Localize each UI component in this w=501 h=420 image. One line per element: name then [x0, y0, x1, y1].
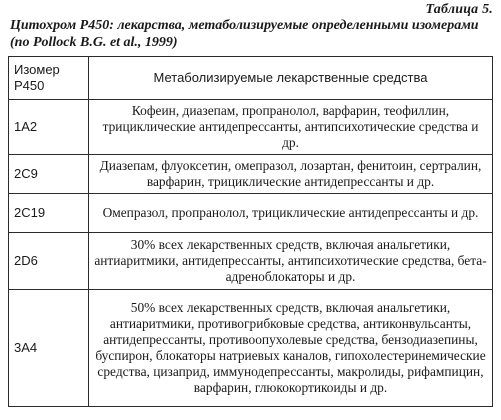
table-row: [9, 233, 493, 290]
isomer-cell: 2C19: [9, 194, 89, 233]
drugs-cell: Кофеин, диазепам, пропранолол, варфарин, теофиллин, трициклические антидепрессанты, антипсихотические средства и др.: [89, 100, 493, 155]
table-row: [9, 100, 493, 155]
isomer-cell: 1A2: [9, 100, 89, 155]
table-number: Таблица 5.: [425, 2, 493, 17]
drugs-cell: 50% всех лекарственных средств, включая анальгетики, антиаритмики, противогрибковые средства, антиконвульсанты, антидепрессанты, противоопухолевые средства, бензодиазепины, буспирон, блокаторы натриевых каналов, гипохолестеринемические средства, цизаприд, иммунодепрессанты, макролиды, рифампицин, варфарин, глюкокортикоиды и др.: [89, 290, 493, 407]
isomer-cell: 3A4: [9, 290, 89, 407]
table-row: [9, 290, 493, 407]
drugs-cell: 30% всех лекарственных средств, включая анальгетики, антиаритмики, антидепрессанты, антипсихотические средства, бета-адреноблокаторы и др.: [89, 233, 493, 290]
table-header-row: [9, 57, 493, 100]
drugs-cell: Диазепам, флуоксетин, омепразол, лозартан, фенитоин, сертралин, варфарин, трициклические антидепрессанты и др.: [89, 155, 493, 194]
header-drugs: Метаболизируемые лекарственные средства: [89, 57, 493, 100]
table-caption: Цитохром Р450: лекарства, метаболизируемые определенными изомерами (по Pollock B.G. et al., 1999): [10, 18, 479, 50]
isomer-cell: 2D6: [9, 233, 89, 290]
isomer-cell: 2C9: [9, 155, 89, 194]
table-row: [9, 155, 493, 194]
table-row: [9, 194, 493, 233]
header-isomer: Изомер Р450: [9, 57, 89, 100]
drugs-cell: Омепразол, пропранолол, трициклические антидепрессанты и др.: [89, 194, 493, 233]
isomer-drug-table: [8, 56, 493, 407]
